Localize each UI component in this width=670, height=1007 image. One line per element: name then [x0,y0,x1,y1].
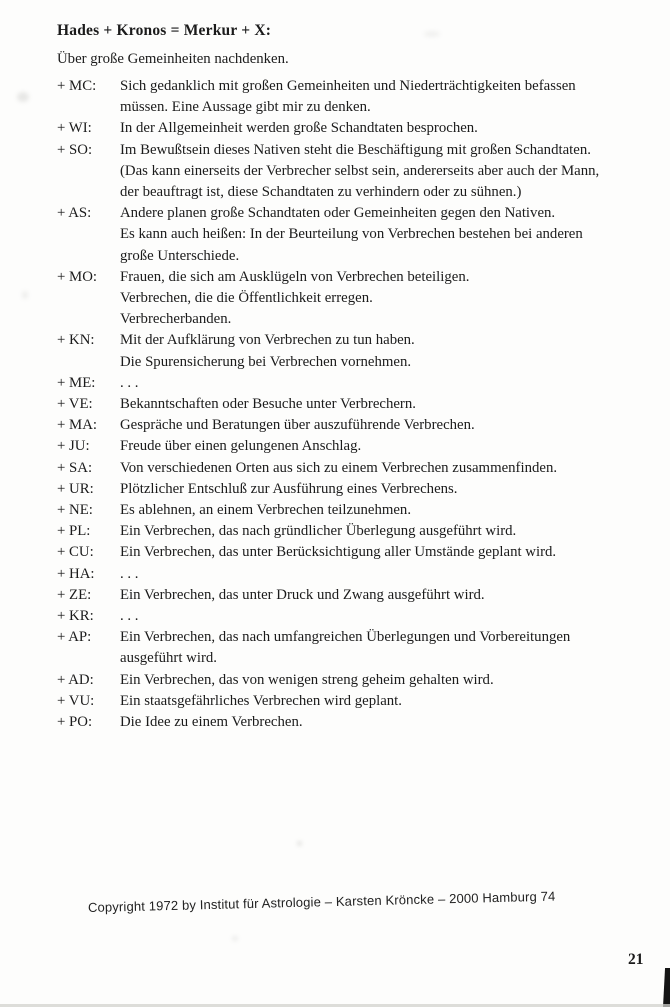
entry-text-line: In der Allgemeinheit werden große Schandtaten besprochen. [120,120,478,137]
entry-text-line: Bekanntschaften oder Besuche unter Verbrechern. [120,396,416,413]
planet-code-label: + MC: [57,78,97,94]
list-item [57,521,662,542]
entry-text [120,394,416,415]
page-number: 21 [628,951,644,968]
entry-text-line: Freude über einen gelungenen Anschlag. [120,438,362,455]
list-item [57,330,662,372]
entry-text [120,585,485,606]
entry-text [120,415,475,436]
planet-code-label: + VU: [57,692,95,709]
entry-text [120,267,469,331]
planet-code-label: + UR: [57,480,94,497]
list-item [57,373,662,394]
entry-text-line: Frauen, die sich am Ausklügeln von Verbrechen beteiligen. [120,268,470,285]
entry-text [120,500,411,521]
entry-text-line: Plötzlicher Entschluß zur Ausführung eines Verbrechens. [120,480,458,497]
entry-text [120,436,361,457]
list-item [57,712,662,733]
copyright-line: Copyright 1972 by Institut für Astrologie – Karsten Kröncke – 2000 Hamburg 74 [87,888,556,915]
entry-text-line: Mit der Aufklärung von Verbrechen zu tun haben. [120,332,415,349]
list-item [57,479,662,500]
list-item [57,458,662,479]
entry-text [120,118,478,139]
planet-code-label: + MA: [57,417,97,434]
list-item [57,606,662,627]
planet-code-label: + PL: [57,523,91,540]
planet-code-label: + ZE: [57,586,92,603]
planet-code-label: + SO: [57,141,93,158]
list-item [57,691,662,712]
entry-text-line: müssen. Eine Aussage gibt mir zu denken. [120,99,371,116]
entry-text-line: Im Bewußtsein dieses Nativen steht die Beschäftigung mit großen Schandtaten. [120,141,591,158]
list-item [57,118,662,139]
planet-code-label: + JU: [57,438,90,455]
planet-code-label: + HA: [57,565,95,582]
entry-text-line: Sich gedanklich mit großen Gemeinheiten und Niederträchtigkeiten befassen [120,78,576,94]
planet-code-label: + VE: [57,396,93,413]
entry-text-line: Die Spurensicherung bei Verbrechen vornehmen. [120,353,412,370]
page-content [57,20,662,733]
entry-text-line: Ein Verbrechen, das unter Berücksichtigung aller Umstände geplant wird. [120,544,557,561]
entry-text-line: . . . [120,374,139,391]
entry-text-line: Verbrechen, die die Öffentlichkeit erregen. [120,290,373,307]
list-item [57,564,662,585]
entry-text-line: Ein Verbrechen, das nach umfangreichen Überlegungen und Vorbereitungen [120,629,571,646]
page-title: Hades + Kronos = Merkur + X: [57,22,272,39]
entry-text [120,373,139,394]
list-item [57,627,662,669]
entry-text [120,691,402,712]
planet-code-label: + NE: [57,502,93,519]
planet-code-label: + ME: [57,374,96,391]
entry-text-line: Es ablehnen, an einem Verbrechen teilzunehmen. [120,502,412,519]
planet-code-label: + AP: [57,629,92,646]
entry-text-line: Es kann auch heißen: In der Beurteilung von Verbrechen bestehen bei anderen [120,226,583,243]
entry-text [120,521,516,542]
combination-list [57,76,662,733]
entry-text [120,140,599,204]
entry-text-line: Verbrecherbanden. [120,311,232,328]
entry-text [120,330,415,372]
scan-smudge [424,31,440,37]
entry-text [120,606,139,627]
entry-text-line: Gespräche und Beratungen über auszuführende Verbrechen. [120,417,475,434]
scan-artifact-edge-bar [663,968,670,1007]
list-item [57,203,662,267]
scan-smudge [17,92,29,102]
entry-text-line: große Unterschiede. [120,247,240,264]
entry-text [120,712,303,733]
entry-text-line: Ein Verbrechen, das von wenigen streng geheim gehalten wird. [120,671,494,688]
entry-text [120,76,576,118]
entry-text [120,627,570,669]
planet-code-label: + CU: [57,544,94,561]
scan-smudge [297,841,302,846]
list-item [57,394,662,415]
list-item [57,267,662,331]
entry-text-line: Ein Verbrechen, das unter Druck und Zwang ausgeführt wird. [120,586,485,603]
entry-text-line: ausgeführt wird. [120,650,217,667]
list-item [57,542,662,563]
entry-text-line: Ein Verbrechen, das nach gründlicher Überlegung ausgeführt wird. [120,523,517,540]
planet-code-label: + MO: [57,268,97,285]
scan-smudge [232,936,238,941]
list-item [57,415,662,436]
planet-code-label: + SA: [57,459,93,476]
planet-code-label: + PO: [57,714,93,731]
list-item [57,585,662,606]
entry-text-line: Andere planen große Schandtaten oder Gemeinheiten gegen den Nativen. [120,205,556,222]
planet-code-label: + AS: [57,205,92,222]
entry-text [120,458,557,479]
intro-line: Über große Gemeinheiten nachdenken. [57,51,289,67]
planet-code-label: + KR: [57,608,94,625]
planet-code-label: + KN: [57,332,95,349]
list-item [57,670,662,691]
scan-smudge [22,291,28,299]
entry-text [120,203,583,267]
entry-text-line: Die Idee zu einem Verbrechen. [120,714,303,731]
entry-text-line: Ein staatsgefährliches Verbrechen wird geplant. [120,692,402,709]
list-item [57,500,662,521]
entry-text-line: (Das kann einerseits der Verbrecher selbst sein, andererseits aber auch der Mann, [120,162,600,179]
list-item [57,76,662,118]
list-item [57,436,662,457]
list-item [57,140,662,204]
entry-text-line: . . . [120,565,139,582]
entry-text [120,479,458,500]
entry-text-line: Von verschiedenen Orten aus sich zu einem Verbrechen zusammenfinden. [120,459,558,476]
entry-text-line: . . . [120,608,139,625]
entry-text-line: der beauftragt ist, diese Schandtaten zu verhindern oder zu sühnen.) [120,184,522,201]
entry-text [120,542,556,563]
entry-text [120,564,139,585]
planet-code-label: + WI: [57,120,92,137]
planet-code-label: + AD: [57,671,94,688]
entry-text [120,670,494,691]
